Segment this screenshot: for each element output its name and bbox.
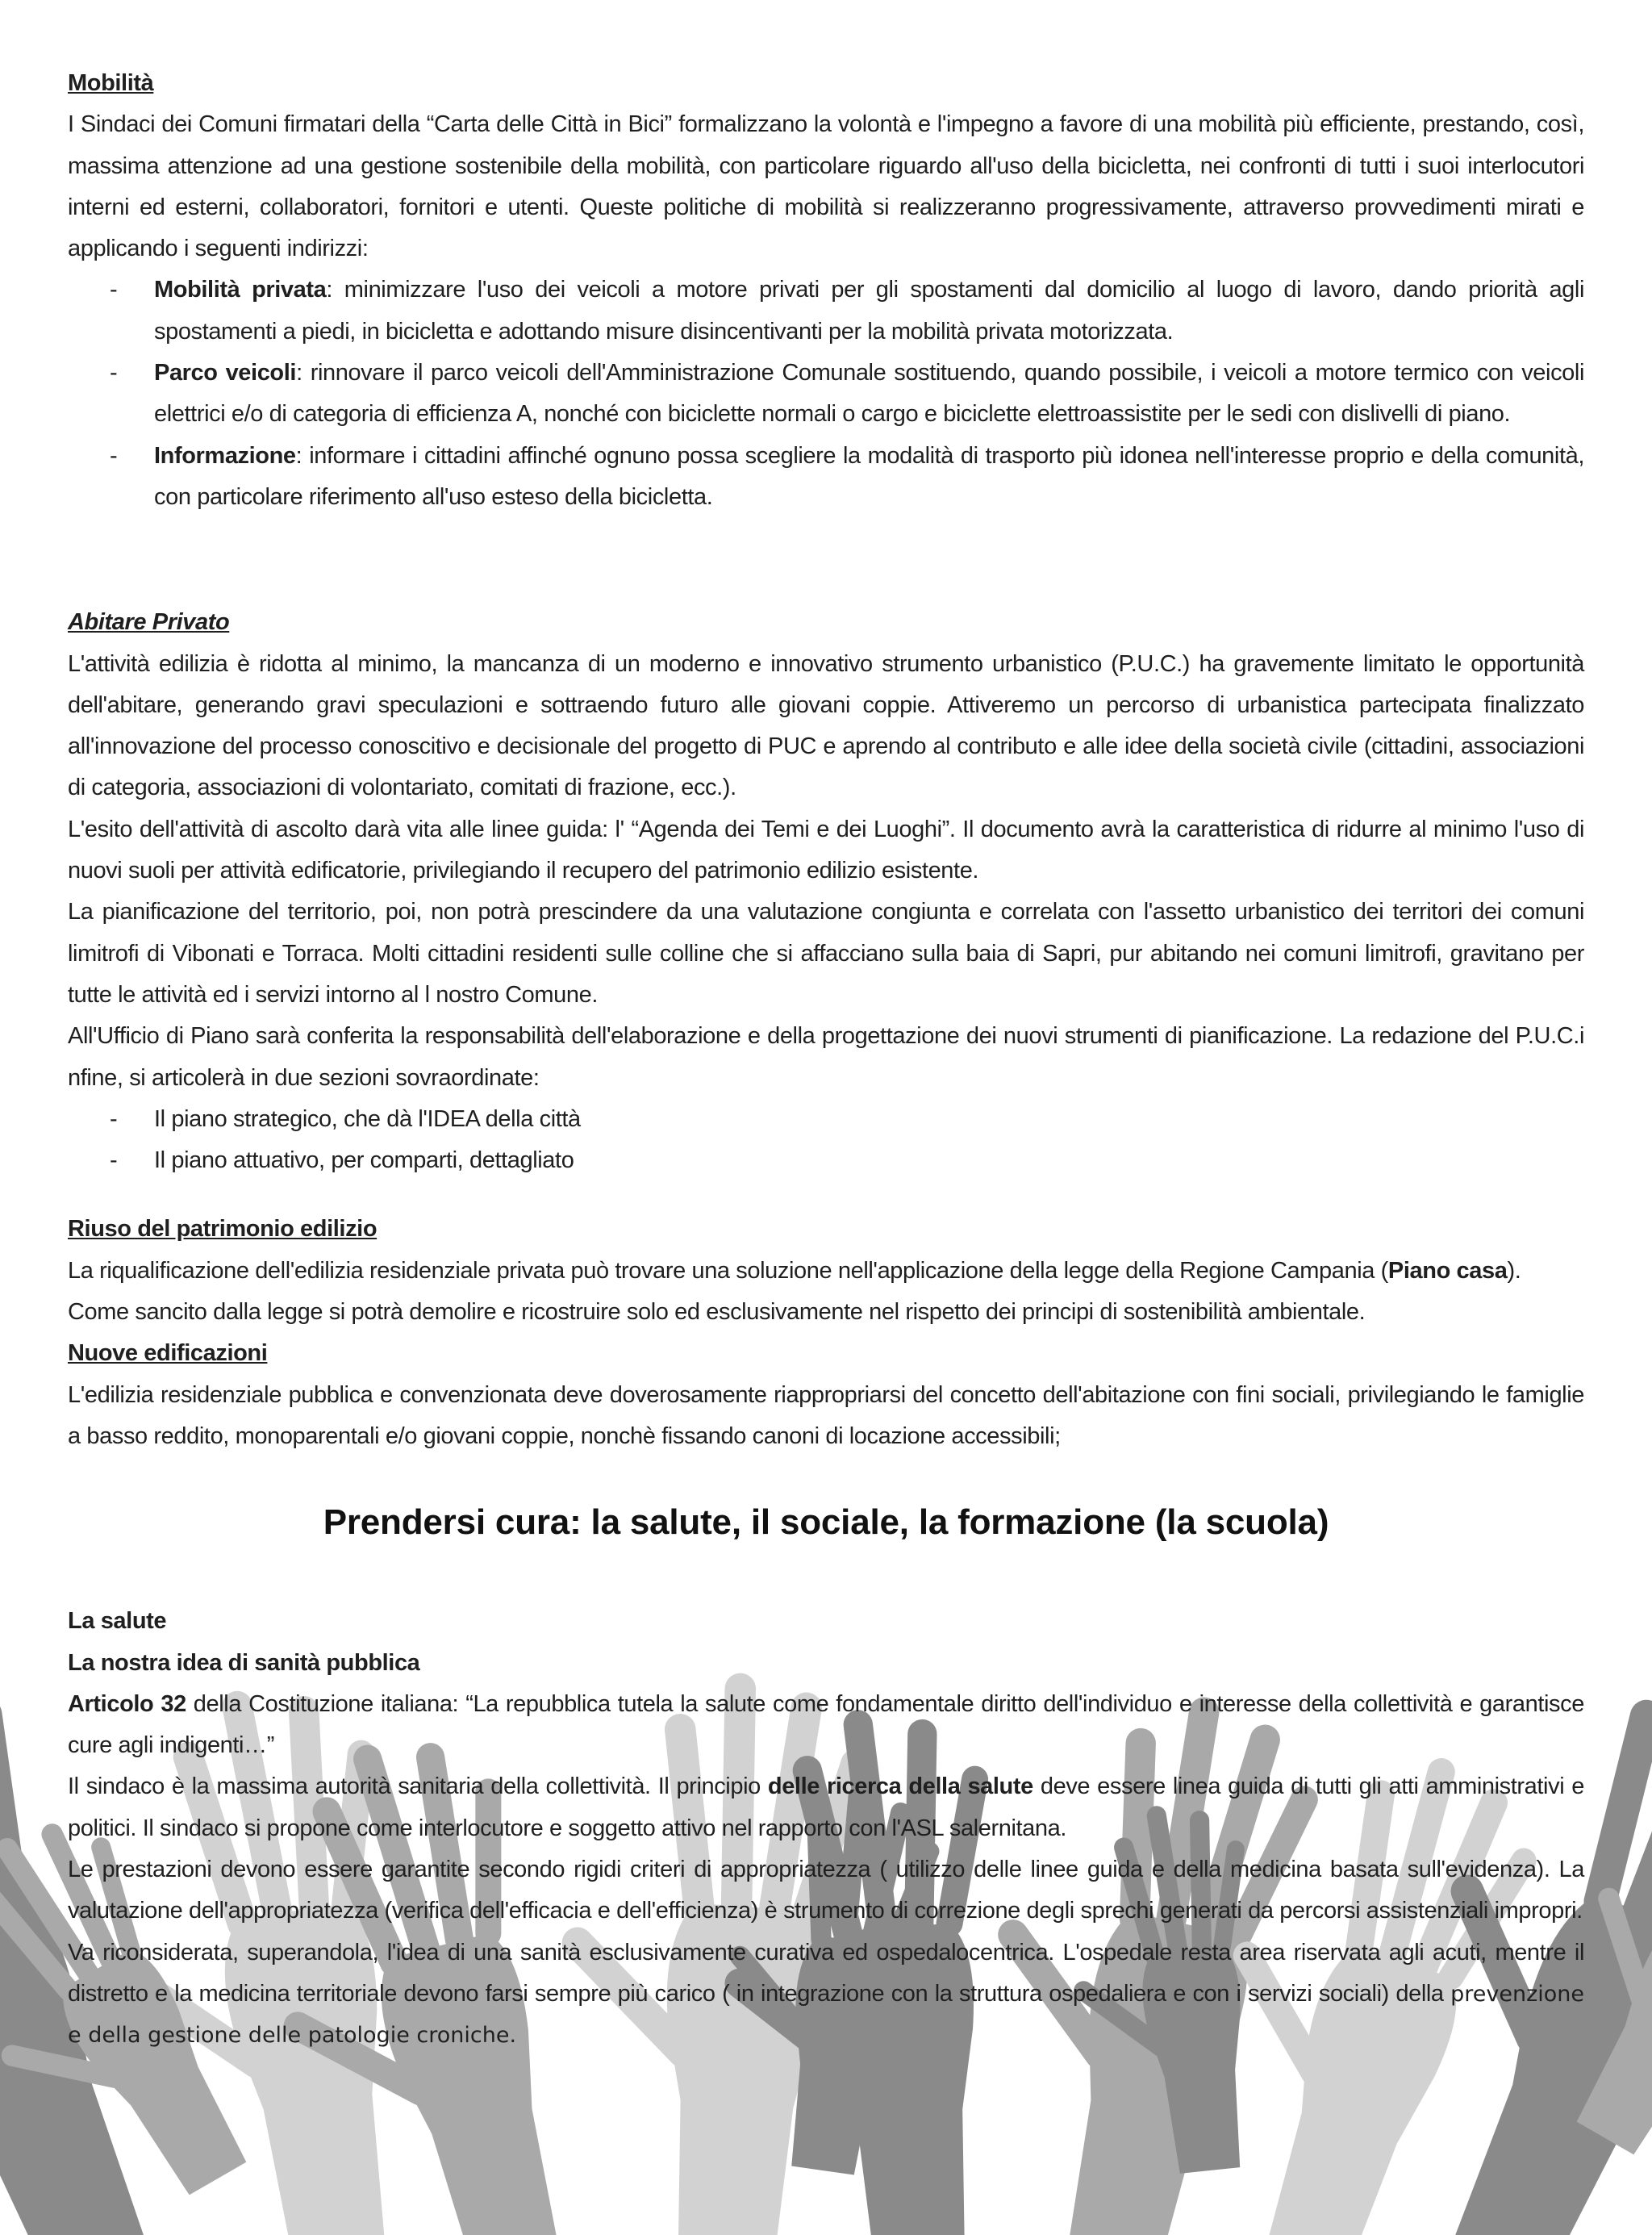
heading-sanita-pubblica: La nostra idea di sanità pubblica xyxy=(68,1649,420,1676)
mobilita-list xyxy=(68,269,1584,518)
mobilita-intro: I Sindaci dei Comuni firmatari della “Carta delle Città in Bici” formalizzano la volontà e l'impegno a favore di una mobilità più efficiente, prestando, così, massima attenzione ad una gestione sostenibile della mobilità, con particolare riguardo all'uso della bicicletta, nei confronti di tutti i suoi interlocutori interni ed esterni, collaboratori, fornitori e utenti. Queste politiche di mobilità si realizzeranno progressivamente, attraverso provvedimenti mirati e applicando i seguenti indirizzi: xyxy=(68,111,1584,262)
salute-paragraph: Le prestazioni devono essere garantite secondo rigidi criteri di appropriatezza ( utilizzo delle linee guida e della medicina basata sull'evidenza). La valutazione dell'appropriatezza (verifica dell'efficacia e dell'efficienza) è strumento di correzione degli sprechi generati da percorsi assistenziali impropri. xyxy=(68,1856,1584,1924)
salute-paragraph: Articolo 32 della Costituzione italiana: “La repubblica tutela la salute come fondamentale diritto dell'individuo e interesse della collettività e garantisce cure agli indigenti…” xyxy=(68,1690,1584,1759)
nuove-paragraph: L'edilizia residenziale pubblica e convenzionata deve doverosamente riappropriarsi del concetto dell'abitazione con fini sociali, privilegiando le famiglie a basso reddito, monoparentali e/o giovani coppie, nonchè fissando canoni di locazione accessibili; xyxy=(68,1381,1584,1449)
abitare-paragraph: La pianificazione del territorio, poi, non potrà prescindere da una valutazione congiunta e correlata con l'assetto urbanistico dei territori dei comuni limitrofi di Vibonati e Torraca. Molti cittadini residenti sulle colline che si affacciano sulla baia di Sapri, pur abitando nei comuni limitrofi, gravitano per tutte le attività ed i servizi intorno al l nostro Comune. xyxy=(68,899,1584,1008)
list-item: - Il piano strategico, che dà l'IDEA della città xyxy=(110,1105,581,1132)
heading-abitare-privato: Abitare Privato xyxy=(68,609,230,636)
list-item: - Parco veicoli: rinnovare il parco veicoli dell'Amministrazione Comunale sostituendo, quando possibile, i veicoli a motore termico con veicoli elettrici e/o di categoria di efficienza A, nonché con biciclette normali o cargo e biciclette elettroassistite per le sedi con dislivelli di piano. xyxy=(110,360,1584,428)
list-item: - Mobilità privata: minimizzare l'uso dei veicoli a motore privati per gli spostamenti dal domicilio al luogo di lavoro, dando priorità agli spostamenti a piedi, in bicicletta e adottando misure disincentivanti per la mobilità privata motorizzata. xyxy=(110,277,1584,345)
section-title: Prendersi cura: la salute, il sociale, la formazione (la scuola) xyxy=(323,1502,1329,1543)
section-riuso xyxy=(68,1209,1584,1333)
abitare-list xyxy=(68,1099,1584,1182)
abitare-paragraph: L'attività edilizia è ridotta al minimo, la mancanza di un moderno e innovativo strumento urbanistico (P.U.C.) ha gravemente limitato le opportunità dell'abitare, generando gravi speculazioni e sottraendo futuro alle giovani coppie. Attiveremo un percorso di urbanistica partecipata finalizzato all'innovazione del processo conoscitivo e decisionale del progetto di PUC e aprendo al contributo e alle idee della società civile (cittadini, associazioni di categoria, associazioni di volontariato, comitati di frazione, ecc.). xyxy=(68,650,1584,801)
section-nuove-edificazioni xyxy=(68,1333,1584,1457)
abitare-paragraph: All'Ufficio di Piano sarà conferita la responsabilità dell'elaborazione e della progettazione dei nuovi strumenti di pianificazione. La redazione del P.U.C.i nfine, si articolerà in due sezioni sovraordinate: xyxy=(68,1023,1584,1091)
heading-riuso: Riuso del patrimonio edilizio xyxy=(68,1216,378,1243)
section-salute xyxy=(68,1601,1584,2056)
heading-mobilita: Mobilità xyxy=(68,70,154,96)
list-item: - Il piano attuativo, per comparti, dettagliato xyxy=(110,1147,574,1174)
salute-paragraph: Il sindaco è la massima autorità sanitaria della collettività. Il principio delle ricerca della salute deve essere linea guida di tutti gli atti amministrativi e politici. Il sindaco si propone come interlocutore e soggetto attivo nel rapporto con l'ASL salernitana. xyxy=(68,1773,1584,1841)
riuso-paragraph: Come sancito dalla legge si potrà demolire e ricostruire solo ed esclusivamente nel rispetto dei principi di sostenibilità ambientale. xyxy=(68,1299,1366,1326)
salute-paragraph: Va riconsiderata, superandola, l'idea di una sanità esclusivamente curativa ed ospedalocentrica. L'ospedale resta area riservata agli acuti, mentre il distretto e la medicina territoriale devono farsi sempre più carico ( in integrazione con la struttura ospedaliera e con i servizi sociali) della prevenzione e della gestione delle patologie croniche. xyxy=(68,1939,1584,2049)
section-abitare-privato xyxy=(68,602,1584,1181)
heading-nuove-edificazioni: Nuove edificazioni xyxy=(68,1340,268,1367)
heading-salute: La salute xyxy=(68,1608,167,1635)
list-item: - Informazione: informare i cittadini affinché ognuno possa scegliere la modalità di trasporto più idonea nell'interesse proprio e della comunità, con particolare riferimento all'uso esteso della bicicletta. xyxy=(110,442,1584,510)
document-body xyxy=(68,63,1584,2056)
riuso-paragraph: La riqualificazione dell'edilizia residenziale privata può trovare una soluzione nell'applicazione della legge della Regione Campania (Piano casa). xyxy=(68,1257,1521,1284)
section-mobilita xyxy=(68,63,1584,518)
abitare-paragraph: L'esito dell'attività di ascolto darà vita alle linee guida: l' “Agenda dei Temi e dei Luoghi”. Il documento avrà la caratteristica di ridurre al minimo l'uso di nuovi suoli per attività edificatorie, privilegiando il recupero del patrimonio edilizio esistente. xyxy=(68,816,1584,884)
